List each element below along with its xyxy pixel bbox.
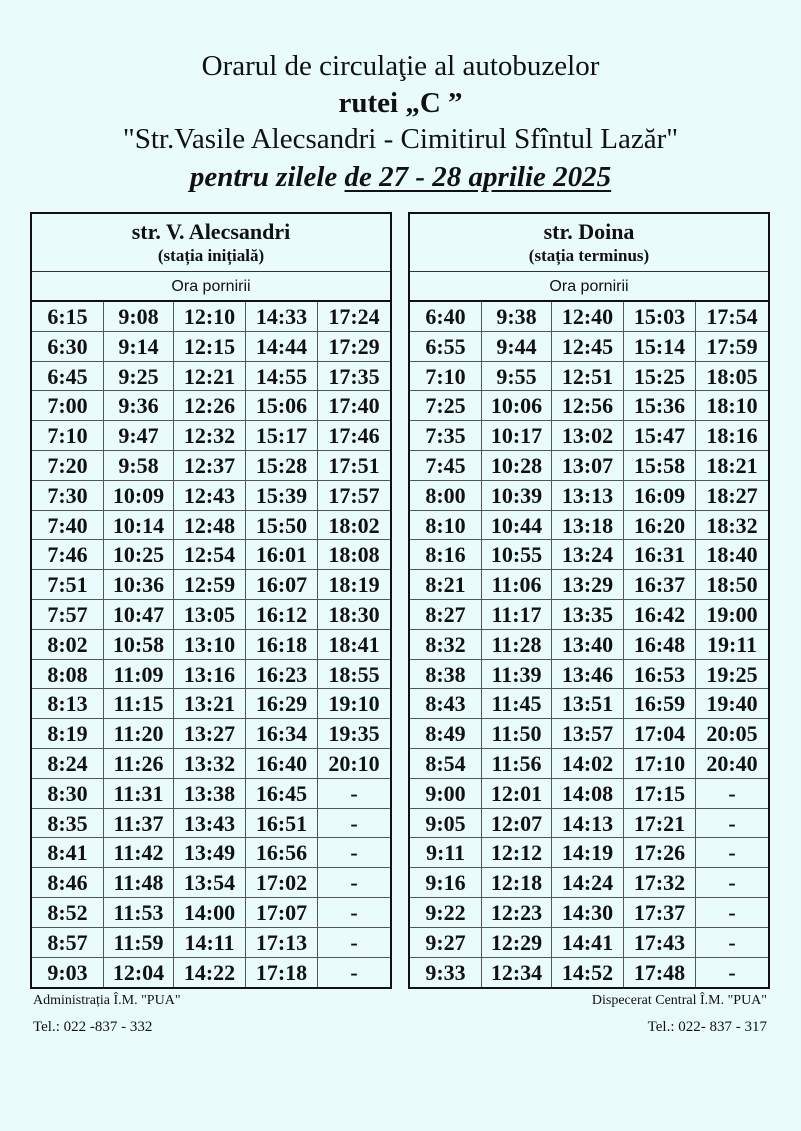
departure-time-cell: 13:24: [552, 540, 624, 570]
departure-time-cell: 17:02: [246, 868, 318, 898]
departure-time-cell: 12:21: [174, 362, 246, 392]
departure-time-cell: 19:00: [696, 600, 768, 630]
departure-time-cell: -: [318, 928, 390, 958]
footer-left-phone: Tel.: 022 -837 - 332: [33, 1019, 153, 1035]
departure-time-cell: 13:38: [174, 779, 246, 809]
departure-time-cell: -: [696, 838, 768, 868]
departure-time-cell: 13:27: [174, 719, 246, 749]
departure-time-cell: 16:29: [246, 689, 318, 719]
departure-time-cell: 8:08: [32, 660, 104, 690]
departure-time-cell: 7:00: [32, 391, 104, 421]
departure-time-cell: 7:30: [32, 481, 104, 511]
departure-time-cell: 12:07: [482, 809, 552, 839]
departure-time-cell: 20:40: [696, 749, 768, 779]
departure-time-cell: 11:39: [482, 660, 552, 690]
departure-time-cell: 8:24: [32, 749, 104, 779]
departure-time-cell: 17:15: [624, 779, 696, 809]
departure-time-cell: 7:35: [410, 421, 482, 451]
departure-time-cell: 10:55: [482, 540, 552, 570]
dates-prefix: pentru zilele: [189, 161, 345, 193]
departure-times-grid: [32, 302, 390, 987]
departure-time-cell: 16:23: [246, 660, 318, 690]
departure-time-cell: -: [350, 959, 358, 985]
departure-time-cell: 10:39: [482, 481, 552, 511]
departure-time-cell: 13:46: [552, 660, 624, 690]
departure-time-cell: 15:06: [246, 391, 318, 421]
departure-time-cell: 9:38: [482, 302, 552, 332]
departure-time-cell: 10:06: [482, 391, 552, 421]
departure-table-terminus: [408, 212, 770, 989]
schedule-header: [0, 48, 801, 196]
departure-time-cell: 18:21: [696, 451, 768, 481]
departure-time-cell: 17:24: [318, 302, 390, 332]
departure-time-cell: 12:10: [174, 302, 246, 332]
departure-time-cell: 17:54: [696, 302, 768, 332]
departure-time-cell: 12:15: [174, 332, 246, 362]
departure-time-cell: 10:47: [104, 600, 174, 630]
departure-time-cell: 17:57: [318, 481, 390, 511]
departure-time-cell: 7:45: [410, 451, 482, 481]
departure-time-cell: 7:10: [32, 421, 104, 451]
departure-time-cell: 18:32: [696, 511, 768, 541]
departure-time-cell: 8:35: [32, 809, 104, 839]
departure-time-cell: 8:46: [32, 868, 104, 898]
departure-times-grid: [410, 302, 768, 987]
departure-time-cell: 8:57: [32, 928, 104, 958]
departure-time-cell: 12:12: [482, 838, 552, 868]
departure-time-cell: 16:12: [246, 600, 318, 630]
departure-time-cell: 10:25: [104, 540, 174, 570]
departure-time-cell: 12:40: [552, 302, 624, 332]
departure-time-cell: 13:35: [552, 600, 624, 630]
departure-time-cell: 16:59: [624, 689, 696, 719]
departure-time-cell: 17:37: [624, 898, 696, 928]
stop-type: (stația terminus): [528, 246, 650, 265]
departure-time-cell: 17:46: [318, 421, 390, 451]
departure-time-cell: 14:41: [552, 928, 624, 958]
departure-time-cell: 9:14: [104, 332, 174, 362]
departure-time-cell: 20:05: [696, 719, 768, 749]
departure-time-cell: 12:23: [482, 898, 552, 928]
departure-time-cell: 9:58: [104, 451, 174, 481]
departure-time-cell: 11:20: [104, 719, 174, 749]
departure-time-cell: 9:03: [32, 958, 104, 988]
departure-time-cell: 16:51: [246, 809, 318, 839]
departure-time-cell: 14:13: [552, 809, 624, 839]
departure-time-cell: 13:18: [552, 511, 624, 541]
departure-time-cell: 16:01: [246, 540, 318, 570]
departure-time-cell: 9:11: [410, 838, 482, 868]
table-header: [32, 214, 390, 272]
departure-time-cell: 11:53: [104, 898, 174, 928]
departure-time-cell: 18:08: [318, 540, 390, 570]
departure-time-cell: 10:09: [104, 481, 174, 511]
departure-time-cell: 8:54: [410, 749, 482, 779]
table-header: [410, 214, 768, 272]
departure-time-cell: 17:32: [624, 868, 696, 898]
departure-time-cell: 11:17: [482, 600, 552, 630]
departure-time-cell: 10:36: [104, 570, 174, 600]
departure-time-cell: 13:32: [174, 749, 246, 779]
departure-time-cell: 12:56: [552, 391, 624, 421]
departure-time-cell: 17:10: [624, 749, 696, 779]
departure-time-cell: 10:58: [104, 630, 174, 660]
footer-right-org: Dispecerat Central Î.M. "PUA": [591, 993, 767, 1008]
departure-time-cell: 15:50: [246, 511, 318, 541]
departure-time-cell: 11:15: [104, 689, 174, 719]
departure-time-cell: 17:35: [318, 362, 390, 392]
departure-time-cell: 16:42: [624, 600, 696, 630]
departure-time-cell: 18:02: [318, 511, 390, 541]
departure-time-cell: 18:50: [696, 570, 768, 600]
schedule-title: Orarul de circulaţie al autobuzelor: [201, 50, 600, 82]
departure-time-cell: 8:30: [32, 779, 104, 809]
departure-time-cell: 13:57: [552, 719, 624, 749]
departure-time-cell: 19:10: [318, 689, 390, 719]
departure-time-cell: 15:03: [624, 302, 696, 332]
departure-time-cell: 17:59: [696, 332, 768, 362]
departure-time-cell: 14:30: [552, 898, 624, 928]
departure-time-cell: 15:47: [624, 421, 696, 451]
departure-time-cell: 8:13: [32, 689, 104, 719]
departure-time-cell: 16:34: [246, 719, 318, 749]
departure-time-cell: 10:14: [104, 511, 174, 541]
departure-time-cell: 9:25: [104, 362, 174, 392]
departure-time-cell: 10:44: [482, 511, 552, 541]
departure-time-cell: 9:47: [104, 421, 174, 451]
departure-time-cell: 17:07: [246, 898, 318, 928]
departure-time-cell: 18:41: [318, 630, 390, 660]
departure-time-cell: 16:18: [246, 630, 318, 660]
departure-time-cell: 15:25: [624, 362, 696, 392]
departure-time-cell: -: [318, 868, 390, 898]
route-endpoints: "Str.Vasile Alecsandri - Cimitirul Sfîntul Lazăr": [122, 123, 679, 155]
departure-time-cell: 14:19: [552, 838, 624, 868]
departure-time-cell: 11:45: [482, 689, 552, 719]
departure-time-cell: 7:46: [32, 540, 104, 570]
departure-time-cell: 16:37: [624, 570, 696, 600]
departure-time-cell: 9:36: [104, 391, 174, 421]
departure-time-cell: 18:16: [696, 421, 768, 451]
departure-time-cell: 9:27: [410, 928, 482, 958]
departure-time-cell: 13:51: [552, 689, 624, 719]
departure-time-cell: 19:35: [318, 719, 390, 749]
departure-time-cell: 18:40: [696, 540, 768, 570]
departure-time-cell: 13:40: [552, 630, 624, 660]
departure-time-cell: 13:10: [174, 630, 246, 660]
departure-time-cell: 14:44: [246, 332, 318, 362]
departure-time-cell: 16:09: [624, 481, 696, 511]
departure-time-cell: 15:39: [246, 481, 318, 511]
departure-time-cell: 19:25: [696, 660, 768, 690]
departure-time-cell: 14:22: [174, 958, 246, 988]
departure-time-cell: 12:01: [482, 779, 552, 809]
departure-time-cell: 18:19: [318, 570, 390, 600]
departure-time-cell: 17:48: [624, 958, 696, 988]
departure-time-cell: 13:07: [552, 451, 624, 481]
departure-time-cell: 18:10: [696, 391, 768, 421]
departure-time-cell: 8:19: [32, 719, 104, 749]
departure-time-cell: 8:02: [32, 630, 104, 660]
departure-time-cell: 9:55: [482, 362, 552, 392]
departure-time-cell: 12:18: [482, 868, 552, 898]
departure-time-cell: 11:37: [104, 809, 174, 839]
departure-time-cell: 17:18: [246, 958, 318, 988]
departure-time-cell: 11:59: [104, 928, 174, 958]
departure-time-cell: 17:29: [318, 332, 390, 362]
departure-time-cell: 11:09: [104, 660, 174, 690]
departure-time-cell: 9:22: [410, 898, 482, 928]
departure-time-cell: 17:13: [246, 928, 318, 958]
departure-time-cell: 11:26: [104, 749, 174, 779]
departure-time-cell: 9:44: [482, 332, 552, 362]
departure-time-cell: 13:21: [174, 689, 246, 719]
departure-time-cell: 12:45: [552, 332, 624, 362]
departure-time-cell: 7:51: [32, 570, 104, 600]
departure-time-cell: 15:36: [624, 391, 696, 421]
departure-time-cell: 12:54: [174, 540, 246, 570]
departure-time-cell: 16:56: [246, 838, 318, 868]
departure-time-cell: 7:20: [32, 451, 104, 481]
stop-name: str. Doina: [543, 219, 635, 244]
departure-time-cell: 13:16: [174, 660, 246, 690]
departure-time-cell: 12:48: [174, 511, 246, 541]
departure-time-cell: 13:54: [174, 868, 246, 898]
departure-time-cell: 18:05: [696, 362, 768, 392]
departure-time-cell: -: [318, 779, 390, 809]
departure-time-cell: 9:16: [410, 868, 482, 898]
departure-time-cell: 13:02: [552, 421, 624, 451]
departure-time-cell: -: [318, 838, 390, 868]
departure-time-cell: 11:56: [482, 749, 552, 779]
stop-name: str. V. Alecsandri: [131, 219, 291, 244]
departure-time-cell: 12:37: [174, 451, 246, 481]
departure-time-cell: 12:59: [174, 570, 246, 600]
footer-right-phone: Tel.: 022- 837 - 317: [647, 1019, 767, 1035]
departure-time-cell: 19:40: [696, 689, 768, 719]
departure-time-cell: 13:13: [552, 481, 624, 511]
departure-time-cell: 16:07: [246, 570, 318, 600]
departure-time-cell: 6:40: [410, 302, 482, 332]
departure-time-cell: 6:30: [32, 332, 104, 362]
departure-time-cell: 9:00: [410, 779, 482, 809]
departure-time-cell: 14:02: [552, 749, 624, 779]
departure-time-cell: 17:21: [624, 809, 696, 839]
departure-time-cell: 16:40: [246, 749, 318, 779]
departure-time-cell: 11:42: [104, 838, 174, 868]
departure-time-cell: 8:00: [410, 481, 482, 511]
departure-time-cell: -: [318, 898, 390, 928]
departure-time-cell: 10:17: [482, 421, 552, 451]
departure-time-cell: 19:11: [696, 630, 768, 660]
departure-time-cell: 17:26: [624, 838, 696, 868]
departure-time-cell: 11:31: [104, 779, 174, 809]
departure-time-cell: 12:32: [174, 421, 246, 451]
dates-range: de 27 - 28 aprilie 2025: [344, 161, 612, 193]
departure-time-cell: 8:16: [410, 540, 482, 570]
departure-time-cell: -: [696, 898, 768, 928]
departure-time-cell: 16:31: [624, 540, 696, 570]
departure-time-cell: 11:48: [104, 868, 174, 898]
departure-time-cell: 14:33: [246, 302, 318, 332]
route-name: rutei „C ”: [338, 87, 463, 119]
departure-time-cell: 8:27: [410, 600, 482, 630]
departure-time-cell: 7:40: [32, 511, 104, 541]
departure-time-cell: 17:51: [318, 451, 390, 481]
departure-time-cell: 20:10: [318, 749, 390, 779]
departure-time-cell: 12:43: [174, 481, 246, 511]
departure-time-cell: 12:26: [174, 391, 246, 421]
departure-time-cell: 14:55: [246, 362, 318, 392]
departure-time-cell: 8:52: [32, 898, 104, 928]
departure-time-cell: -: [696, 928, 768, 958]
departure-time-cell: 14:08: [552, 779, 624, 809]
departure-time-cell: 7:25: [410, 391, 482, 421]
departure-time-cell: 8:38: [410, 660, 482, 690]
departure-time-cell: 14:24: [552, 868, 624, 898]
departure-time-cell: 12:51: [552, 362, 624, 392]
departure-time-cell: 6:55: [410, 332, 482, 362]
departure-time-cell: 8:49: [410, 719, 482, 749]
departure-time-cell: 12:04: [104, 958, 174, 988]
departure-time-cell: 14:00: [174, 898, 246, 928]
departure-time-cell: 14:52: [552, 958, 624, 988]
departure-time-cell: 17:40: [318, 391, 390, 421]
departure-time-cell: -: [696, 779, 768, 809]
departure-time-cell: 11:28: [482, 630, 552, 660]
schedule-dates: [0, 158, 801, 196]
departure-time-cell: 13:49: [174, 838, 246, 868]
departure-time-cell: 16:53: [624, 660, 696, 690]
departure-time-cell: 18:27: [696, 481, 768, 511]
departure-time-cell: 13:29: [552, 570, 624, 600]
departure-time-cell: 15:14: [624, 332, 696, 362]
departure-table-initial: [30, 212, 392, 989]
departure-time-cell: 6:15: [32, 302, 104, 332]
departure-time-cell: 15:28: [246, 451, 318, 481]
departure-time-cell: 11:50: [482, 719, 552, 749]
departure-time-cell: -: [696, 809, 768, 839]
stop-type: (stația inițială): [157, 246, 265, 265]
departure-time-cell: 8:41: [32, 838, 104, 868]
departure-time-cell: 13:05: [174, 600, 246, 630]
departure-time-cell: 6:45: [32, 362, 104, 392]
departure-time-cell: 16:45: [246, 779, 318, 809]
departure-time-cell: 10:28: [482, 451, 552, 481]
departure-time-cell: 14:11: [174, 928, 246, 958]
departure-time-cell: 9:08: [104, 302, 174, 332]
departure-time-cell: 7:10: [410, 362, 482, 392]
departure-time-cell: 8:43: [410, 689, 482, 719]
footer-left-org: Administrația Î.M. "PUA": [33, 993, 181, 1008]
departure-time-cell: 9:05: [410, 809, 482, 839]
departure-time-cell: 12:34: [482, 958, 552, 988]
departure-time-cell: 17:43: [624, 928, 696, 958]
departure-time-cell: -: [696, 868, 768, 898]
departure-time-cell: 16:20: [624, 511, 696, 541]
departure-time-cell: 18:55: [318, 660, 390, 690]
departure-time-cell: 18:30: [318, 600, 390, 630]
departure-time-cell: 11:06: [482, 570, 552, 600]
departure-time-cell: 13:43: [174, 809, 246, 839]
departure-time-label: Ora pornirii: [410, 272, 768, 302]
departure-time-cell: 15:17: [246, 421, 318, 451]
departure-time-cell: 8:21: [410, 570, 482, 600]
departure-time-cell: -: [318, 809, 390, 839]
departure-time-label: Ora pornirii: [32, 272, 390, 302]
departure-time-cell: 8:32: [410, 630, 482, 660]
departure-time-cell: 9:33: [410, 958, 482, 988]
departure-time-cell: 12:29: [482, 928, 552, 958]
departure-time-cell: -: [728, 959, 736, 985]
departure-time-cell: 7:57: [32, 600, 104, 630]
departure-time-cell: 15:58: [624, 451, 696, 481]
departure-time-cell: 16:48: [624, 630, 696, 660]
departure-time-cell: 8:10: [410, 511, 482, 541]
departure-time-cell: 17:04: [624, 719, 696, 749]
